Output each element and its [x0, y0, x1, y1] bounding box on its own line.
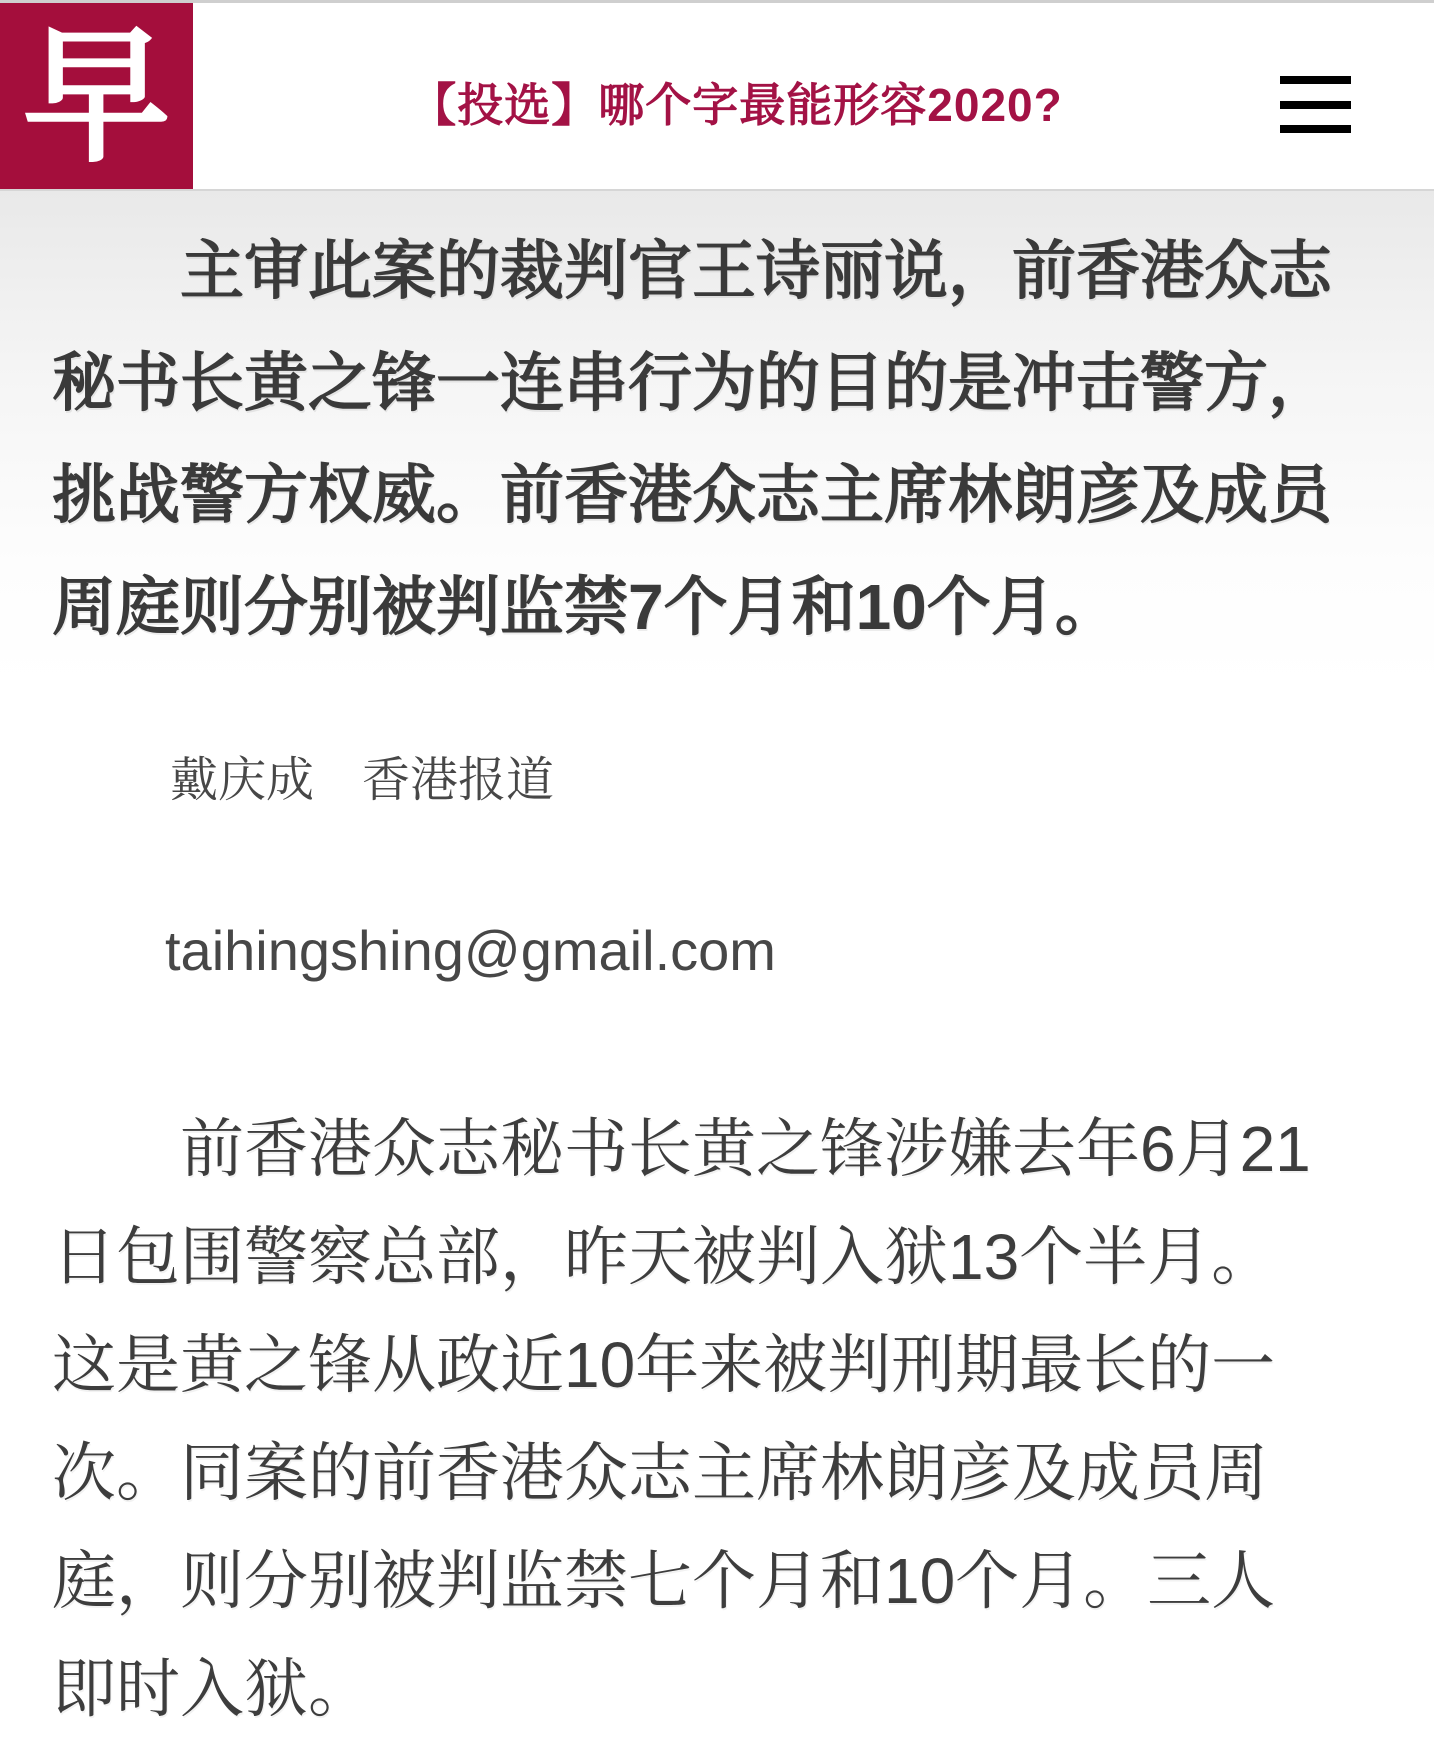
body-line: 次。同案的前香港众志主席林朗彦及成员周 [52, 1437, 1268, 1509]
hamburger-bar [1280, 76, 1351, 84]
top-navigation-bar [0, 0, 1434, 191]
hamburger-bar [1280, 101, 1351, 109]
lead-line: 周庭则分别被判监禁7个月和10个月。 [52, 571, 1119, 643]
promo-headline-link[interactable]: 【投选】哪个字最能形容2020? [410, 79, 1063, 131]
body-line: 前香港众志秘书长黄之锋涉嫌去年6月21 [180, 1113, 1311, 1185]
lead-line: 挑战警方权威。前香港众志主席林朗彦及成员 [52, 459, 1332, 531]
article-content [0, 191, 1434, 1744]
hamburger-bar [1280, 125, 1351, 133]
lead-line: 秘书长黄之锋一连串行为的目的是冲击警方， [52, 347, 1332, 419]
author-byline: 戴庆成 香港报道 [170, 754, 555, 807]
lead-paragraph [52, 215, 1386, 663]
author-email: taihingshing@gmail.com [165, 919, 776, 982]
body-line: 即时入狱。 [52, 1653, 372, 1725]
body-line: 庭，则分别被判监禁七个月和10个月。三人 [52, 1545, 1276, 1617]
zaobao-logo[interactable]: 早 [0, 3, 193, 189]
body-paragraph [52, 1095, 1386, 1743]
lead-line: 主审此案的裁判官王诗丽说，前香港众志 [180, 235, 1332, 307]
body-line: 这是黄之锋从政近10年来被判刑期最长的一 [52, 1329, 1276, 1401]
hamburger-menu-icon[interactable] [1280, 76, 1351, 133]
body-line: 日包围警察总部，昨天被判入狱13个半月。 [52, 1221, 1276, 1293]
